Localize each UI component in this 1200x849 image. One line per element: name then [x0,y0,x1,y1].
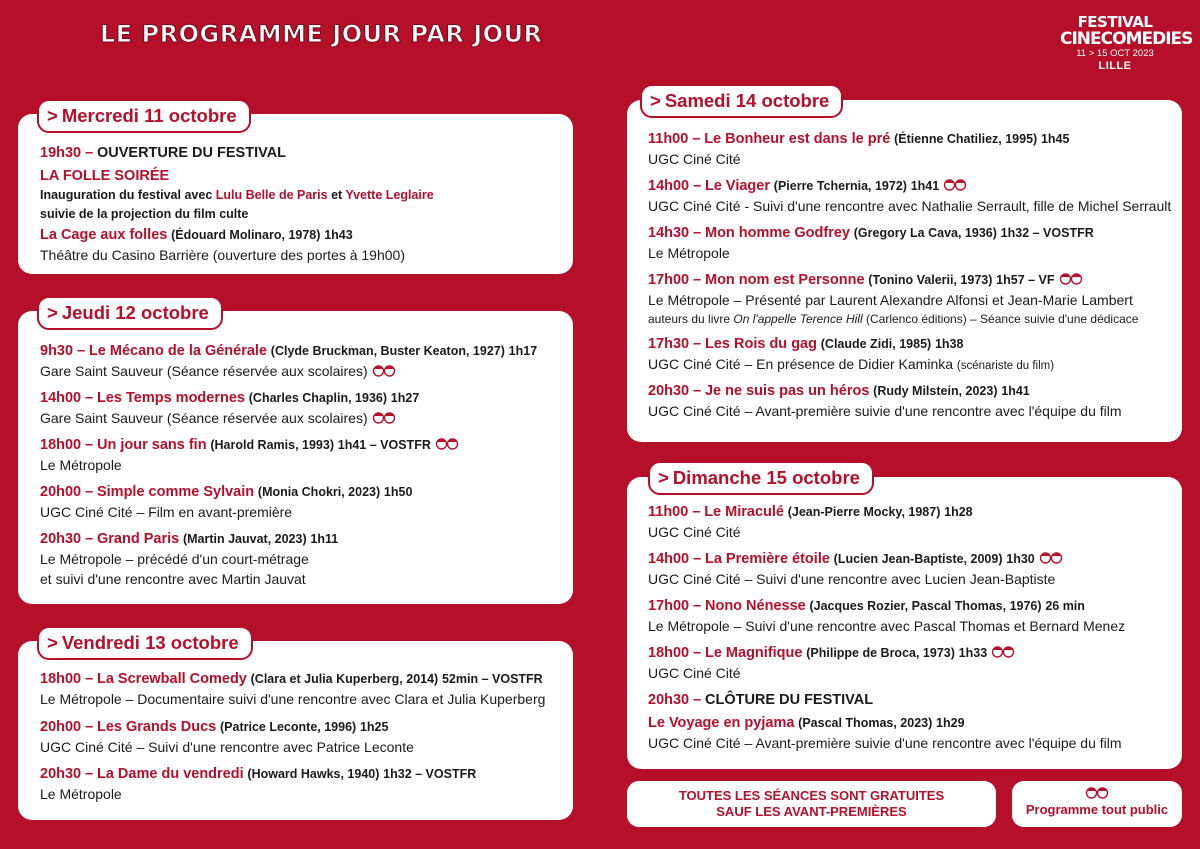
event-rois-du-gag [648,335,1054,375]
book-pre: auteurs du livre [648,312,734,326]
event-film: Le Bonheur est dans le pré [704,131,891,147]
event-duration: 1h17 [508,344,538,358]
event-duration: 1h41 [910,179,940,193]
day-label: Samedi 14 octobre [664,90,830,111]
event-title: OUVERTURE DU FESTIVAL [96,145,287,161]
kids-icon [372,411,396,424]
logo-line1: FESTIVAL [1077,13,1153,31]
event-film: Grand Paris [96,531,180,547]
event-miracule [648,503,973,541]
event-time: 14h00 – [648,178,702,194]
event-time: 18h00 – [40,437,94,453]
event-duration: 1h45 [1040,132,1070,146]
event-magnifique [648,644,1015,682]
event-duration: 1h41 [1001,384,1030,398]
event-time: 18h00 – [40,671,94,687]
logo-line2: CINECOMEDIES [1060,29,1193,49]
event-meta: (Martin Jauvat, 2023) [182,532,307,546]
event-time: 14h00 – [648,551,702,567]
event-title: CLÔTURE DU FESTIVAL [704,692,874,708]
event-meta: (Howard Hawks, 1940) [247,767,380,781]
day-label: Dimanche 15 octobre [672,467,860,488]
event-meta: (Jean-Pierre Mocky, 1987) [787,505,941,519]
event-venue: UGC Ciné Cité – Film en avant-première [40,504,293,520]
event-line-pre: Inauguration du festival avec [40,188,216,202]
event-pas-un-heros [648,382,1122,420]
kids-icon [991,645,1015,658]
event-viager [648,177,1171,215]
event-duration: 1h57 – VF [996,273,1055,287]
kids-icon [943,178,967,191]
event-meta: (Clara et Julia Kuperberg, 2014) [250,672,439,686]
page-title: LE PROGRAMME JOUR PAR JOUR [100,20,543,48]
event-time: 19h30 – [40,145,94,161]
event-meta: (Philippe de Broca, 1973) [806,646,955,660]
event-venue: UGC Ciné Cité [648,665,741,681]
event-duration: 26 min [1045,599,1085,613]
event-film: La Screwball Comedy [96,671,247,687]
event-duration: 1h28 [944,505,973,519]
event-venue: Le Métropole – précédé d'un court-métrage [40,551,309,567]
free-line1: TOUTES LES SÉANCES SONT GRATUITES [678,788,945,803]
event-nono-nenesse [648,597,1125,635]
event-film: Un jour sans fin [96,437,207,453]
event-meta: (Monia Chokri, 2023) [257,485,381,499]
event-duration: 1h30 [1006,552,1035,566]
event-time: 17h00 – [648,272,702,288]
event-mon-nom-personne [648,271,1138,328]
event-duration: 1h11 [310,532,339,546]
event-duration: 1h38 [934,337,964,351]
event-meta: (Rudy Milstein, 2023) [873,384,998,398]
event-duration: 52min – VOSTFR [441,672,543,686]
event-screwball [40,670,545,708]
kids-icon [1059,272,1083,285]
event-film: Les Rois du gag [704,336,817,352]
event-meta: (Édouard Molinaro, 1978) [171,228,321,242]
event-venue: UGC Ciné Cité [648,151,741,167]
day-label: Mercredi 11 octobre [61,105,237,126]
day-tab-mercredi: > Mercredi 11 octobre [37,99,251,133]
event-venue: Gare Saint Sauveur (Séance réservée aux scolaires) [40,410,368,426]
event-film: Le Magnifique [704,645,803,661]
event-film: Nono Nénesse [704,598,806,614]
guest-yvette: Yvette Leglaire [345,188,434,202]
event-dame-du-vendredi [40,765,476,803]
kids-icon [1039,551,1063,564]
event-folle-soiree [40,167,434,223]
kids-icon [1085,786,1109,799]
event-venue: UGC Ciné Cité – En présence de Didier Kaminka [648,356,954,372]
event-premiere-etoile [648,550,1063,588]
event-film: Simple comme Sylvain [96,484,255,500]
event-closing [648,691,873,709]
event-time: 20h00 – [40,484,94,500]
event-duration: 1h50 [383,485,413,499]
event-meta: (Harold Ramis, 1993) [210,438,334,452]
event-film: Les Temps modernes [96,390,245,406]
event-cage-aux-folles [40,226,405,264]
event-meta: (Charles Chaplin, 1936) [248,391,388,405]
event-venue: UGC Ciné Cité - Suivi d'une rencontre avec Nathalie Serrault, fille de Michel Serrault [648,198,1172,214]
event-venue: Le Métropole [40,786,122,802]
event-venue: Le Métropole [40,457,122,473]
event-meta: (Patrice Leconte, 1996) [220,720,357,734]
event-meta: (Tonino Valerii, 1973) [868,273,993,287]
day-label: Vendredi 13 octobre [61,632,239,653]
event-jour-sans-fin [40,436,459,474]
day-tab-vendredi: > Vendredi 13 octobre [37,626,253,660]
event-grands-ducs [40,718,414,756]
event-meta: (Pierre Tchernia, 1972) [773,179,907,193]
day-tab-jeudi: > Jeudi 12 octobre [37,296,223,330]
event-venue: Théâtre du Casino Barrière (ouverture des portes à 19h00) [40,247,405,263]
event-duration: 1h32 – VOSTFR [1000,226,1094,240]
event-time: 14h30 – [648,225,702,241]
public-label: Programme tout public [1025,802,1169,817]
logo-dates: 11 > 15 OCT 2023 [1076,48,1154,59]
event-venue-note: (scénariste du film) [956,360,1055,372]
event-film: Les Grands Ducs [96,719,217,735]
event-line2: suivie de la projection du film culte [40,207,249,221]
event-film: La Dame du vendredi [96,766,244,782]
festival-logo [1060,13,1193,72]
event-grand-paris [40,530,338,588]
event-time: 20h30 – [40,766,94,782]
event-film: Mon nom est Personne [704,272,865,288]
event-meta: (Jacques Rozier, Pascal Thomas, 1976) [809,599,1042,613]
event-film: Le Miraculé [704,504,784,520]
event-time: 20h30 – [40,531,94,547]
event-film: Je ne suis pas un héros [704,383,870,399]
event-opening [40,144,286,162]
kids-icon [372,364,396,377]
event-venue: UGC Ciné Cité [648,524,741,540]
event-time: 17h30 – [648,336,702,352]
event-venue: UGC Ciné Cité – Suivi d'une rencontre avec Lucien Jean-Baptiste [648,571,1056,587]
book-title: On l'appelle Terence Hill [733,312,863,326]
event-duration: 1h43 [324,228,353,242]
event-venue: UGC Ciné Cité – Avant-première suivie d'une rencontre avec l'équipe du film [648,403,1122,419]
event-time: 18h00 – [648,645,702,661]
event-meta: (Étienne Chatiliez, 1995) [894,132,1038,146]
event-time: 20h00 – [40,719,94,735]
event-venue: Gare Saint Sauveur (Séance réservée aux scolaires) [40,363,368,379]
event-duration: 1h32 – VOSTFR [383,767,477,781]
event-venue: UGC Ciné Cité – Avant-première suivie d'une rencontre avec l'équipe du film [648,735,1122,751]
event-time: 11h00 – [648,131,701,147]
guest-lulu: Lulu Belle de Paris [215,188,328,202]
event-heading: LA FOLLE SOIRÉE [40,168,170,184]
event-film: Le Voyage en pyjama [648,715,795,731]
event-duration: 1h29 [936,716,965,730]
event-meta: (Claude Zidi, 1985) [820,337,932,351]
event-time: 20h30 – [648,383,702,399]
event-film: La Cage aux folles [40,227,168,243]
event-time: 14h00 – [40,390,94,406]
event-time: 20h30 – [648,692,702,708]
free-line2: SAUF LES AVANT-PREMIÈRES [716,804,907,819]
event-meta: (Gregory La Cava, 1936) [853,226,997,240]
day-label: Jeudi 12 octobre [61,302,209,323]
event-godfrey [648,224,1094,262]
day-tab-dimanche: > Dimanche 15 octobre [648,461,874,495]
event-venue: Le Métropole – Documentaire suivi d'une rencontre avec Clara et Julia Kuperberg [40,691,546,707]
event-duration: 1h25 [359,720,389,734]
event-meta: (Pascal Thomas, 2023) [798,716,933,730]
event-venue: Le Métropole [648,245,730,261]
event-film: La Première étoile [704,551,830,567]
logo-city: LILLE [1098,60,1132,72]
event-film: Le Viager [704,178,771,194]
public-program-badge [1012,781,1182,827]
day-tab-samedi: > Samedi 14 octobre [640,84,843,118]
event-venue-2: et suivi d'une rencontre avec Martin Jauvat [40,571,306,587]
event-voyage-pyjama [648,714,1122,752]
event-duration: 1h27 [390,391,420,405]
event-meta: (Clyde Bruckman, Buster Keaton, 1927) [270,344,505,358]
free-sessions-notice [627,781,996,827]
book-post: (Carlenco éditions) – Séance suivie d'une dédicace [862,312,1139,326]
event-time: 11h00 – [648,504,701,520]
event-bonheur-pre [648,130,1069,168]
event-time: 17h00 – [648,598,702,614]
event-simple-comme-sylvain [40,483,412,521]
event-time: 9h30 – [40,343,86,359]
event-venue: Le Métropole – Présenté par Laurent Alexandre Alfonsi et Jean-Marie Lambert [648,292,1133,308]
event-venue: Le Métropole – Suivi d'une rencontre avec Pascal Thomas et Bernard Menez [648,618,1126,634]
event-mecano [40,342,537,380]
event-duration: 1h41 – VOSTFR [337,438,431,452]
event-meta: (Lucien Jean-Baptiste, 2009) [833,552,1003,566]
event-duration: 1h33 [958,646,988,660]
event-temps-modernes [40,389,419,427]
event-venue: UGC Ciné Cité – Suivi d'une rencontre avec Patrice Leconte [40,739,414,755]
kids-icon [435,437,459,450]
event-film: Mon homme Godfrey [704,225,850,241]
event-film: Le Mécano de la Générale [88,343,268,359]
event-line-mid: et [327,188,346,202]
